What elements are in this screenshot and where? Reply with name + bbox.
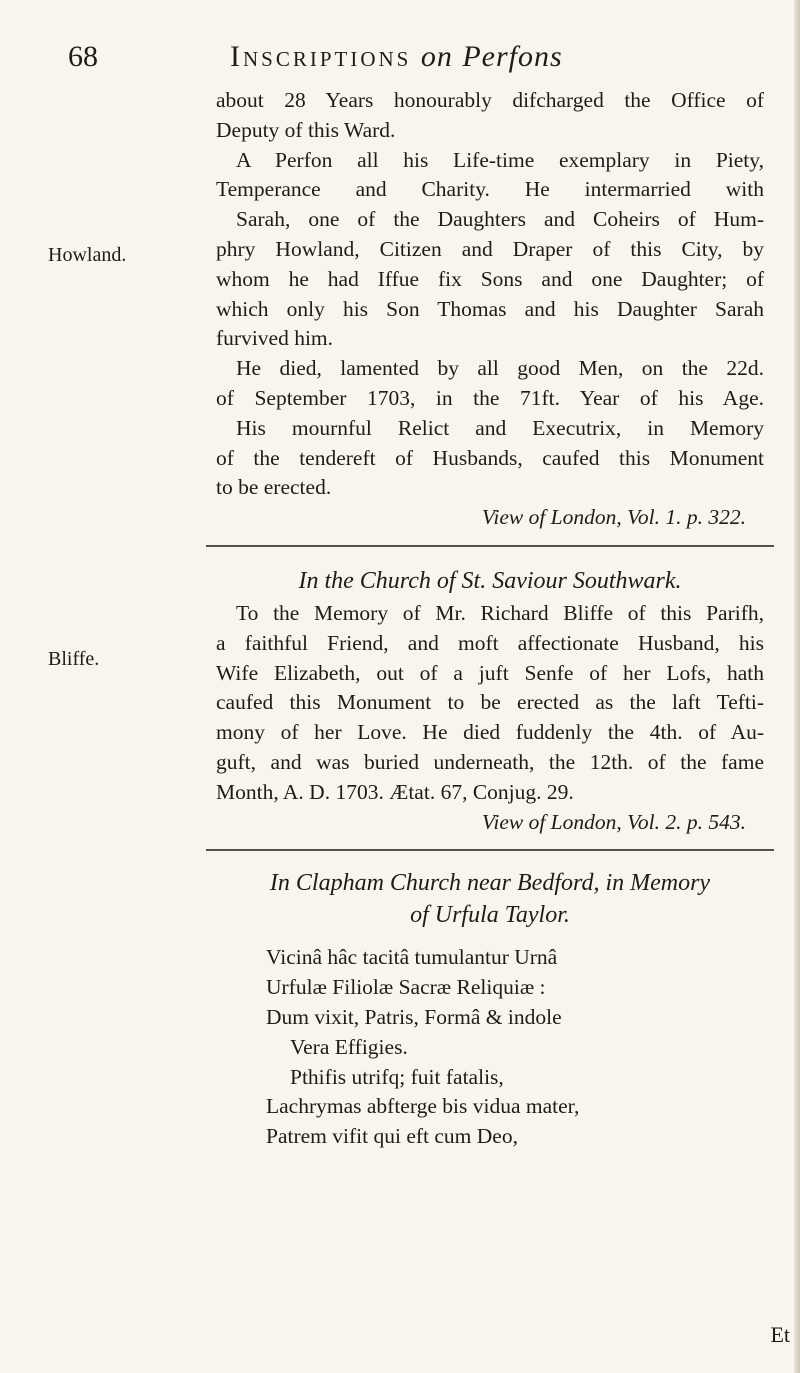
- text-line: Temperance and Charity. He intermarried with: [216, 177, 764, 202]
- page-edge: [794, 0, 800, 1373]
- text-line: phry Howland, Citizen and Draper of this City, by: [216, 236, 764, 261]
- text-line: caufed this Monument to be erected as the laft Tefti-: [216, 690, 764, 715]
- text-line: His mournful Relict and Executrix, in Memory: [236, 415, 764, 440]
- text-line: of September 1703, in the 71ft. Year of his Age.: [216, 385, 764, 410]
- verse-line: Urfulæ Filiolæ Sacræ Reliquiæ :: [266, 975, 546, 1000]
- entry-bliffe: [216, 563, 764, 837]
- running-head-italic: Perfons: [462, 40, 563, 73]
- running-head: [230, 40, 563, 74]
- text-line: Month, A. D. 1703. Ætat. 67, Conjug. 29.: [216, 779, 574, 804]
- text-line: furvived him.: [216, 326, 334, 351]
- entry-taylor: [216, 867, 764, 1152]
- text-line: about 28 Years honourably difcharged the Office of: [216, 88, 764, 112]
- section-heading: In the Church of St. Saviour Southwark.: [298, 567, 682, 594]
- text-line: of the tendereft of Husbands, caufed this Monument: [216, 445, 764, 470]
- text-line: guft, and was buried underneath, the 12th. of the fame: [216, 749, 764, 774]
- verse-line: Pthifis utrifq; fuit fatalis,: [290, 1064, 504, 1089]
- verse-line: Patrem vifit qui eft cum Deo,: [266, 1124, 518, 1149]
- section-divider: [206, 849, 774, 851]
- section-heading-cont: of Urfula Taylor.: [410, 902, 570, 929]
- source-citation: View of London, Vol. 2. p. 543.: [481, 809, 746, 834]
- text-line: mony of her Love. He died fuddenly the 4th. of Au-: [216, 720, 764, 745]
- verse-line: Vicinâ hâc tacitâ tumulantur Urnâ: [266, 945, 558, 970]
- running-head-on: on: [420, 40, 453, 73]
- verse-line: Vera Effigies.: [290, 1034, 408, 1059]
- verse-line: Dum vixit, Patris, Formâ & indole: [266, 1004, 562, 1029]
- margin-note-bliffe: Bliffe.: [48, 648, 100, 670]
- catchword: Et: [770, 1322, 790, 1347]
- text-line: to be erected.: [216, 475, 332, 500]
- entry-howland: [216, 86, 764, 533]
- text-line: Sarah, one of the Daughters and Coheirs of Hum-: [236, 207, 764, 232]
- page-header: [62, 40, 742, 90]
- section-divider: [206, 545, 774, 547]
- page-number: 68: [68, 40, 98, 73]
- latin-epitaph: [216, 943, 764, 1152]
- margin-note-howland: Howland.: [48, 244, 127, 266]
- running-head-main: Inscriptions: [230, 40, 412, 73]
- verse-line: Lachrymas abfterge bis vidua mater,: [266, 1094, 580, 1119]
- text-line: which only his Son Thomas and his Daughter Sarah: [216, 296, 764, 321]
- text-line: Deputy of this Ward.: [216, 117, 396, 142]
- text-line: whom he had Iffue fix Sons and one Daughter; of: [216, 266, 764, 291]
- section-heading: In Clapham Church near Bedford, in Memory: [269, 870, 711, 897]
- text-line: a faithful Friend, and moft affectionate Husband, his: [216, 630, 764, 655]
- text-line: Wife Elizabeth, out of a juft Senfe of her Lofs, hath: [216, 660, 764, 685]
- text-line: A Perfon all his Life-time exemplary in Piety,: [236, 147, 764, 172]
- text-line: To the Memory of Mr. Richard Bliffe of this Parifh,: [236, 600, 764, 625]
- page-body: [216, 86, 764, 1152]
- text-line: He died, lamented by all good Men, on the 22d.: [236, 356, 764, 381]
- source-citation: View of London, Vol. 1. p. 322.: [481, 505, 746, 530]
